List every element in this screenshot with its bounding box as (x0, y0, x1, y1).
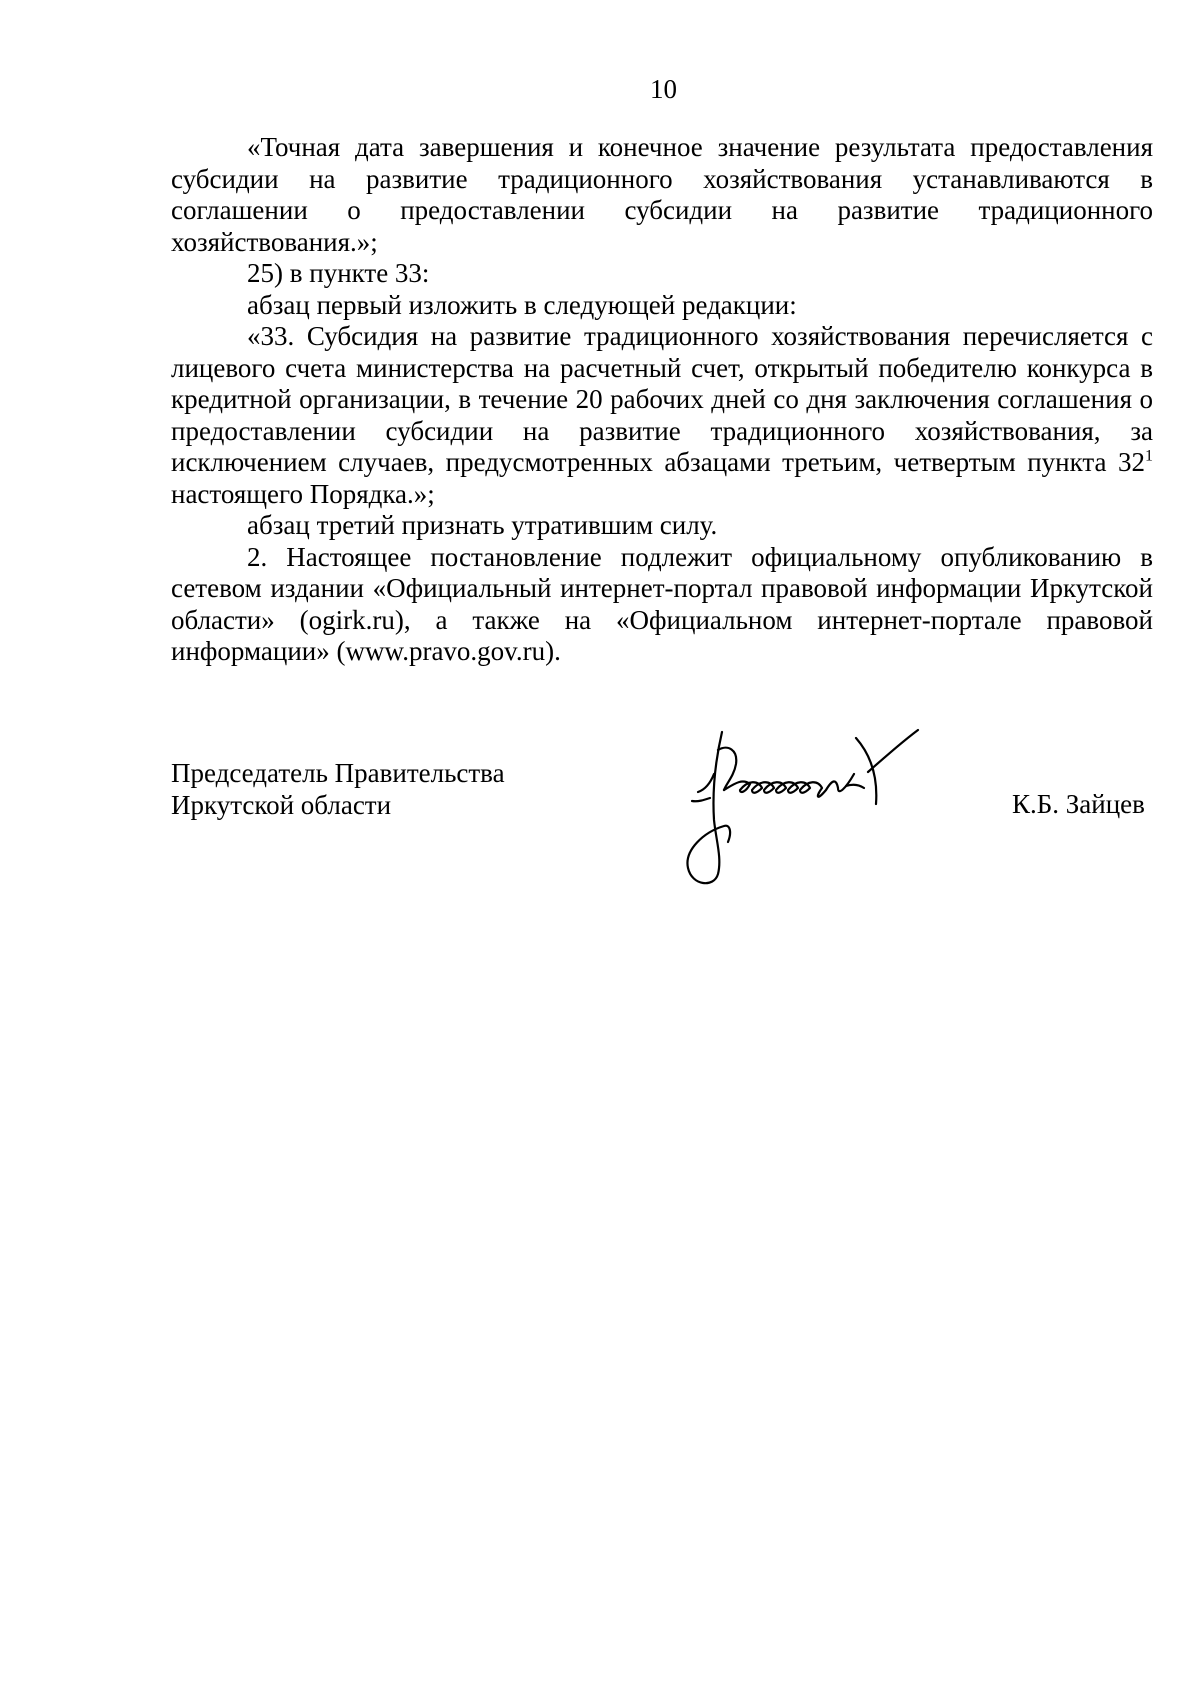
point-33-text: «33. Субсидия на развитие традиционного хозяйствования перечисляется с лицевого счета министерства на расчетный счет, открытый победителю конкурса в кредитной организации, в течение 20 рабочих дней со дня заключения соглашения о предоставлении субсидии на развитие традиционного хозяйствования, за исключением случаев, предусмотренных абзацами третьим, четвертым пункта 32 (171, 321, 1153, 477)
signer-title-line1: Председатель Правительства (171, 758, 505, 788)
superscript: 1 (1145, 447, 1153, 465)
signer-title (171, 758, 505, 821)
paragraph-third-abzac: абзац третий признать утратившим силу. (247, 510, 718, 540)
paragraph-result-date: «Точная дата завершения и конечное значение результата предоставления субсидии на развитие традиционного хозяйствования устанавливаются в соглашении о предоставлении субсидии на развитие традиционного хозяйствования.»; (171, 132, 1153, 257)
page-number: 10 (650, 74, 677, 104)
signer-name: К.Б. Зайцев (1012, 789, 1145, 819)
signer-title-line2: Иркутской области (171, 789, 392, 820)
paragraph-point-33 (171, 321, 1153, 510)
paragraph-first-abzac: абзац первый изложить в следующей редакции: (247, 289, 797, 320)
handwritten-signature (670, 728, 960, 888)
point-33-text-end: настоящего Порядка.»; (171, 478, 435, 509)
paragraph-publication: 2. Настоящее постановление подлежит официальному опубликованию в сетевом издании «Официальный интернет-портал правовой информации Иркутской области» (ogirk.ru), а также на «Официальном интернет-портале правовой информации» (www.pravo.gov.ru). (171, 541, 1153, 666)
paragraph-item-25: 25) в пункте 33: (247, 258, 430, 288)
document-body (171, 132, 1153, 668)
